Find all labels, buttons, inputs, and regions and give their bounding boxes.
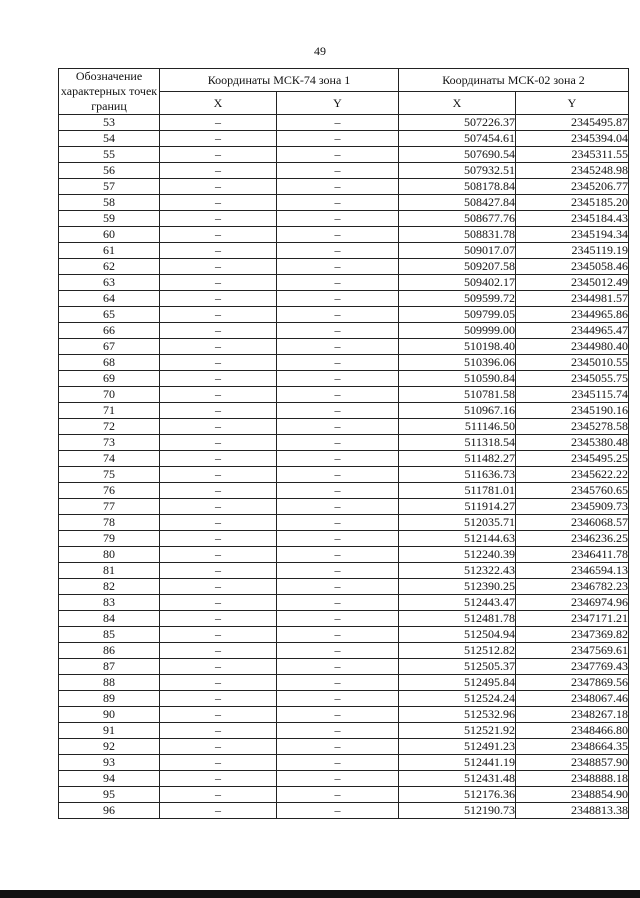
point-number: 88 xyxy=(59,675,160,691)
msk74-y-cell: – xyxy=(277,227,399,243)
point-number: 60 xyxy=(59,227,160,243)
msk02-x-cell: 512176.36 xyxy=(399,787,516,803)
msk74-y-cell: – xyxy=(277,467,399,483)
header-msk74: Координаты МСК-74 зона 1 xyxy=(160,69,399,92)
header-point-designation: Обозначение характерных точек границ xyxy=(59,69,160,115)
msk02-x-cell: 512144.63 xyxy=(399,531,516,547)
table-row xyxy=(59,243,629,259)
msk74-y-cell: – xyxy=(277,723,399,739)
msk74-y-cell: – xyxy=(277,675,399,691)
point-number: 73 xyxy=(59,435,160,451)
msk74-x-cell: – xyxy=(160,339,277,355)
msk02-x-cell: 512431.48 xyxy=(399,771,516,787)
msk02-x-cell: 512035.71 xyxy=(399,515,516,531)
msk74-x-cell: – xyxy=(160,803,277,819)
msk02-y-cell: 2345115.74 xyxy=(516,387,629,403)
msk02-x-cell: 511318.54 xyxy=(399,435,516,451)
msk74-x-cell: – xyxy=(160,387,277,403)
msk74-x-cell: – xyxy=(160,483,277,499)
msk02-x-cell: 512532.96 xyxy=(399,707,516,723)
msk02-y-cell: 2347769.43 xyxy=(516,659,629,675)
point-number: 91 xyxy=(59,723,160,739)
msk74-x-cell: – xyxy=(160,723,277,739)
msk02-y-cell: 2345184.43 xyxy=(516,211,629,227)
point-number: 59 xyxy=(59,211,160,227)
point-number: 69 xyxy=(59,371,160,387)
msk02-x-cell: 509999.00 xyxy=(399,323,516,339)
point-number: 54 xyxy=(59,131,160,147)
table-row xyxy=(59,275,629,291)
msk02-y-cell: 2346068.57 xyxy=(516,515,629,531)
table-row xyxy=(59,787,629,803)
point-number: 72 xyxy=(59,419,160,435)
point-number: 68 xyxy=(59,355,160,371)
point-number: 76 xyxy=(59,483,160,499)
msk74-y-cell: – xyxy=(277,259,399,275)
header-msk74-y: Y xyxy=(277,92,399,115)
msk02-x-cell: 509402.17 xyxy=(399,275,516,291)
point-number: 53 xyxy=(59,115,160,131)
point-number: 79 xyxy=(59,531,160,547)
msk02-y-cell: 2348888.18 xyxy=(516,771,629,787)
msk02-y-cell: 2345495.25 xyxy=(516,451,629,467)
msk74-x-cell: – xyxy=(160,323,277,339)
table-row xyxy=(59,483,629,499)
msk74-x-cell: – xyxy=(160,115,277,131)
table-row xyxy=(59,195,629,211)
msk74-x-cell: – xyxy=(160,531,277,547)
table-row xyxy=(59,547,629,563)
msk02-y-cell: 2345055.75 xyxy=(516,371,629,387)
msk74-x-cell: – xyxy=(160,691,277,707)
table-row xyxy=(59,435,629,451)
msk02-x-cell: 512495.84 xyxy=(399,675,516,691)
table-row xyxy=(59,611,629,627)
msk74-y-cell: – xyxy=(277,627,399,643)
point-number: 58 xyxy=(59,195,160,211)
msk02-x-cell: 507454.61 xyxy=(399,131,516,147)
point-number: 67 xyxy=(59,339,160,355)
msk02-x-cell: 512512.82 xyxy=(399,643,516,659)
table-row xyxy=(59,259,629,275)
table-row xyxy=(59,307,629,323)
header-msk02-x: X xyxy=(399,92,516,115)
msk74-x-cell: – xyxy=(160,227,277,243)
msk74-y-cell: – xyxy=(277,451,399,467)
msk74-x-cell: – xyxy=(160,179,277,195)
msk02-y-cell: 2347869.56 xyxy=(516,675,629,691)
msk74-x-cell: – xyxy=(160,499,277,515)
msk02-x-cell: 511636.73 xyxy=(399,467,516,483)
header-msk02-y: Y xyxy=(516,92,629,115)
msk02-x-cell: 511482.27 xyxy=(399,451,516,467)
table-row xyxy=(59,691,629,707)
msk02-y-cell: 2345194.34 xyxy=(516,227,629,243)
msk74-x-cell: – xyxy=(160,419,277,435)
table-row xyxy=(59,227,629,243)
table-row xyxy=(59,467,629,483)
msk74-y-cell: – xyxy=(277,131,399,147)
point-number: 86 xyxy=(59,643,160,659)
point-number: 62 xyxy=(59,259,160,275)
msk02-y-cell: 2345311.55 xyxy=(516,147,629,163)
msk02-y-cell: 2345622.22 xyxy=(516,467,629,483)
point-number: 83 xyxy=(59,595,160,611)
table-row xyxy=(59,755,629,771)
msk74-y-cell: – xyxy=(277,803,399,819)
table-row xyxy=(59,339,629,355)
point-number: 64 xyxy=(59,291,160,307)
msk02-x-cell: 512190.73 xyxy=(399,803,516,819)
table-row xyxy=(59,803,629,819)
msk02-x-cell: 508677.76 xyxy=(399,211,516,227)
msk02-y-cell: 2348664.35 xyxy=(516,739,629,755)
table-row xyxy=(59,211,629,227)
msk74-x-cell: – xyxy=(160,771,277,787)
msk74-x-cell: – xyxy=(160,131,277,147)
point-number: 78 xyxy=(59,515,160,531)
msk02-y-cell: 2344965.47 xyxy=(516,323,629,339)
msk02-x-cell: 510396.06 xyxy=(399,355,516,371)
msk74-x-cell: – xyxy=(160,259,277,275)
msk02-x-cell: 508831.78 xyxy=(399,227,516,243)
point-number: 70 xyxy=(59,387,160,403)
msk74-x-cell: – xyxy=(160,467,277,483)
msk02-y-cell: 2347171.21 xyxy=(516,611,629,627)
msk74-x-cell: – xyxy=(160,243,277,259)
msk74-y-cell: – xyxy=(277,435,399,451)
msk02-x-cell: 507226.37 xyxy=(399,115,516,131)
msk74-x-cell: – xyxy=(160,291,277,307)
table-row xyxy=(59,131,629,147)
msk74-y-cell: – xyxy=(277,371,399,387)
msk02-y-cell: 2345012.49 xyxy=(516,275,629,291)
point-number: 92 xyxy=(59,739,160,755)
table-row xyxy=(59,403,629,419)
msk74-y-cell: – xyxy=(277,643,399,659)
msk74-y-cell: – xyxy=(277,739,399,755)
table-row xyxy=(59,739,629,755)
msk74-x-cell: – xyxy=(160,355,277,371)
point-number: 75 xyxy=(59,467,160,483)
msk02-x-cell: 507690.54 xyxy=(399,147,516,163)
table-row xyxy=(59,163,629,179)
msk74-x-cell: – xyxy=(160,371,277,387)
msk02-y-cell: 2348267.18 xyxy=(516,707,629,723)
msk02-x-cell: 507932.51 xyxy=(399,163,516,179)
msk02-x-cell: 508427.84 xyxy=(399,195,516,211)
msk02-y-cell: 2345380.48 xyxy=(516,435,629,451)
table-row xyxy=(59,771,629,787)
msk74-y-cell: – xyxy=(277,243,399,259)
msk74-x-cell: – xyxy=(160,643,277,659)
msk02-y-cell: 2345909.73 xyxy=(516,499,629,515)
msk74-y-cell: – xyxy=(277,163,399,179)
point-number: 85 xyxy=(59,627,160,643)
coordinates-table xyxy=(58,68,629,819)
msk74-y-cell: – xyxy=(277,291,399,307)
point-number: 63 xyxy=(59,275,160,291)
table-row xyxy=(59,419,629,435)
table-row xyxy=(59,531,629,547)
msk74-y-cell: – xyxy=(277,211,399,227)
point-number: 84 xyxy=(59,611,160,627)
point-number: 77 xyxy=(59,499,160,515)
point-number: 89 xyxy=(59,691,160,707)
msk02-y-cell: 2345278.58 xyxy=(516,419,629,435)
msk74-x-cell: – xyxy=(160,627,277,643)
table-row xyxy=(59,355,629,371)
msk74-x-cell: – xyxy=(160,611,277,627)
msk02-x-cell: 512322.43 xyxy=(399,563,516,579)
table-row xyxy=(59,515,629,531)
point-number: 66 xyxy=(59,323,160,339)
page-number: 49 xyxy=(314,44,326,58)
msk02-y-cell: 2348857.90 xyxy=(516,755,629,771)
msk74-y-cell: – xyxy=(277,339,399,355)
msk74-y-cell: – xyxy=(277,147,399,163)
point-number: 57 xyxy=(59,179,160,195)
msk02-x-cell: 511146.50 xyxy=(399,419,516,435)
msk74-x-cell: – xyxy=(160,515,277,531)
msk74-y-cell: – xyxy=(277,547,399,563)
msk02-x-cell: 510198.40 xyxy=(399,339,516,355)
table-row xyxy=(59,707,629,723)
point-number: 80 xyxy=(59,547,160,563)
msk74-y-cell: – xyxy=(277,707,399,723)
msk74-x-cell: – xyxy=(160,307,277,323)
msk74-x-cell: – xyxy=(160,755,277,771)
msk74-x-cell: – xyxy=(160,787,277,803)
msk02-x-cell: 512521.92 xyxy=(399,723,516,739)
point-number: 87 xyxy=(59,659,160,675)
table-row xyxy=(59,659,629,675)
point-number: 55 xyxy=(59,147,160,163)
msk02-x-cell: 512504.94 xyxy=(399,627,516,643)
msk74-y-cell: – xyxy=(277,275,399,291)
msk02-x-cell: 512491.23 xyxy=(399,739,516,755)
point-number: 94 xyxy=(59,771,160,787)
msk02-y-cell: 2348854.90 xyxy=(516,787,629,803)
point-number: 74 xyxy=(59,451,160,467)
msk74-y-cell: – xyxy=(277,563,399,579)
msk02-x-cell: 512524.24 xyxy=(399,691,516,707)
msk74-x-cell: – xyxy=(160,547,277,563)
msk74-x-cell: – xyxy=(160,675,277,691)
msk74-x-cell: – xyxy=(160,579,277,595)
msk74-y-cell: – xyxy=(277,355,399,371)
msk02-y-cell: 2346974.96 xyxy=(516,595,629,611)
msk74-y-cell: – xyxy=(277,483,399,499)
msk02-y-cell: 2348466.80 xyxy=(516,723,629,739)
msk02-y-cell: 2345190.16 xyxy=(516,403,629,419)
msk74-x-cell: – xyxy=(160,707,277,723)
point-number: 65 xyxy=(59,307,160,323)
msk02-x-cell: 511914.27 xyxy=(399,499,516,515)
msk74-y-cell: – xyxy=(277,323,399,339)
msk74-y-cell: – xyxy=(277,531,399,547)
msk02-y-cell: 2345058.46 xyxy=(516,259,629,275)
msk02-y-cell: 2345185.20 xyxy=(516,195,629,211)
msk02-y-cell: 2346236.25 xyxy=(516,531,629,547)
header-msk74-x: X xyxy=(160,92,277,115)
table-row xyxy=(59,147,629,163)
msk02-x-cell: 512441.19 xyxy=(399,755,516,771)
msk74-y-cell: – xyxy=(277,611,399,627)
msk02-x-cell: 508178.84 xyxy=(399,179,516,195)
msk02-y-cell: 2345206.77 xyxy=(516,179,629,195)
point-number: 82 xyxy=(59,579,160,595)
table-row xyxy=(59,323,629,339)
msk74-x-cell: – xyxy=(160,451,277,467)
point-number: 71 xyxy=(59,403,160,419)
msk02-x-cell: 512505.37 xyxy=(399,659,516,675)
msk74-x-cell: – xyxy=(160,211,277,227)
point-number: 93 xyxy=(59,755,160,771)
msk02-y-cell: 2348813.38 xyxy=(516,803,629,819)
msk02-y-cell: 2345010.55 xyxy=(516,355,629,371)
msk74-y-cell: – xyxy=(277,115,399,131)
msk02-y-cell: 2347369.82 xyxy=(516,627,629,643)
msk02-x-cell: 509207.58 xyxy=(399,259,516,275)
msk74-x-cell: – xyxy=(160,435,277,451)
msk74-y-cell: – xyxy=(277,403,399,419)
msk02-x-cell: 512443.47 xyxy=(399,595,516,611)
point-number: 81 xyxy=(59,563,160,579)
msk02-y-cell: 2344965.86 xyxy=(516,307,629,323)
msk02-y-cell: 2344980.40 xyxy=(516,339,629,355)
msk02-y-cell: 2345394.04 xyxy=(516,131,629,147)
table-row xyxy=(59,627,629,643)
msk02-x-cell: 510967.16 xyxy=(399,403,516,419)
table-row xyxy=(59,291,629,307)
header-msk02: Координаты МСК-02 зона 2 xyxy=(399,69,629,92)
msk74-x-cell: – xyxy=(160,195,277,211)
point-number: 56 xyxy=(59,163,160,179)
table-row xyxy=(59,115,629,131)
table-row xyxy=(59,563,629,579)
msk02-y-cell: 2345248.98 xyxy=(516,163,629,179)
point-number: 95 xyxy=(59,787,160,803)
msk74-y-cell: – xyxy=(277,595,399,611)
msk02-x-cell: 511781.01 xyxy=(399,483,516,499)
table-row xyxy=(59,723,629,739)
table-row xyxy=(59,179,629,195)
table-row xyxy=(59,387,629,403)
table-row xyxy=(59,643,629,659)
table-row xyxy=(59,499,629,515)
msk74-x-cell: – xyxy=(160,403,277,419)
msk74-y-cell: – xyxy=(277,771,399,787)
msk74-y-cell: – xyxy=(277,755,399,771)
msk02-x-cell: 509799.05 xyxy=(399,307,516,323)
msk74-x-cell: – xyxy=(160,739,277,755)
msk74-y-cell: – xyxy=(277,499,399,515)
msk02-y-cell: 2347569.61 xyxy=(516,643,629,659)
table-row xyxy=(59,579,629,595)
msk02-y-cell: 2345119.19 xyxy=(516,243,629,259)
msk74-y-cell: – xyxy=(277,195,399,211)
msk74-y-cell: – xyxy=(277,419,399,435)
table-body xyxy=(59,115,629,819)
msk02-x-cell: 510781.58 xyxy=(399,387,516,403)
point-number: 90 xyxy=(59,707,160,723)
msk02-x-cell: 512390.25 xyxy=(399,579,516,595)
msk74-x-cell: – xyxy=(160,275,277,291)
msk02-x-cell: 509599.72 xyxy=(399,291,516,307)
msk02-y-cell: 2344981.57 xyxy=(516,291,629,307)
msk74-y-cell: – xyxy=(277,307,399,323)
msk74-x-cell: – xyxy=(160,147,277,163)
msk02-y-cell: 2345760.65 xyxy=(516,483,629,499)
table-row xyxy=(59,675,629,691)
msk74-x-cell: – xyxy=(160,659,277,675)
msk74-y-cell: – xyxy=(277,387,399,403)
table-row xyxy=(59,451,629,467)
msk02-y-cell: 2345495.87 xyxy=(516,115,629,131)
msk02-x-cell: 510590.84 xyxy=(399,371,516,387)
msk02-y-cell: 2346594.13 xyxy=(516,563,629,579)
point-number: 96 xyxy=(59,803,160,819)
msk74-y-cell: – xyxy=(277,179,399,195)
msk74-y-cell: – xyxy=(277,579,399,595)
msk02-y-cell: 2348067.46 xyxy=(516,691,629,707)
msk74-x-cell: – xyxy=(160,595,277,611)
table-header xyxy=(59,69,629,115)
msk74-x-cell: – xyxy=(160,163,277,179)
msk74-y-cell: – xyxy=(277,515,399,531)
msk74-y-cell: – xyxy=(277,787,399,803)
msk02-x-cell: 509017.07 xyxy=(399,243,516,259)
msk02-x-cell: 512481.78 xyxy=(399,611,516,627)
msk02-y-cell: 2346782.23 xyxy=(516,579,629,595)
table-row xyxy=(59,371,629,387)
msk02-y-cell: 2346411.78 xyxy=(516,547,629,563)
point-number: 61 xyxy=(59,243,160,259)
msk74-y-cell: – xyxy=(277,659,399,675)
scan-bottom-edge xyxy=(0,890,640,898)
msk74-y-cell: – xyxy=(277,691,399,707)
table-row xyxy=(59,595,629,611)
msk02-x-cell: 512240.39 xyxy=(399,547,516,563)
msk74-x-cell: – xyxy=(160,563,277,579)
